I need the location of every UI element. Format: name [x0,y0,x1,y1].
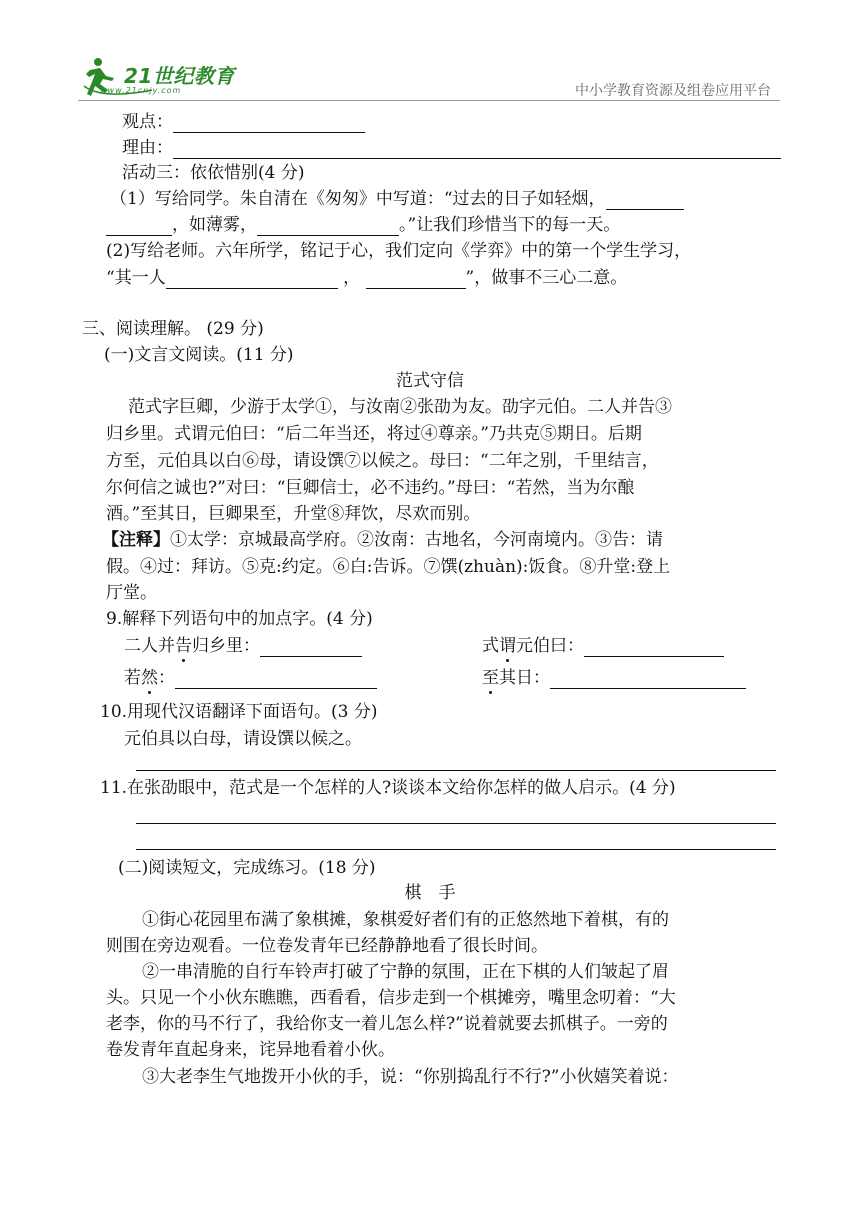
passage-line: 酒。”至其日，巨卿果至，升堂⑧拜饮，尽欢而别。 [106,504,481,524]
q10-answer-line[interactable] [136,770,776,771]
q1-blank-2[interactable] [257,217,399,236]
passage-line: 尔何信之诚也?”对曰：“巨卿信士，必不违约。”母曰：“若然，当为尔酿 [106,478,635,498]
q9-item-3: 若然： [124,667,377,689]
activity3-heading: 活动三：依依惜别(4 分) [122,163,305,183]
passage-line: 范式字巨卿，少游于太学①，与汝南②张劭为友。劭字元伯。二人并告③ [128,397,672,417]
q9-blank-4[interactable] [550,670,746,689]
q11-heading: 11.在张劭眼中，范式是一个怎样的人?谈谈本文给你怎样的做人启示。(4 分) [100,778,676,798]
notes-line: 假。④过：拜访。⑤克:约定。⑥白:告诉。⑦馔(zhuàn):饭食。⑧升堂:登上 [106,557,671,577]
q9-blank-1[interactable] [260,638,362,657]
q11-answer-line[interactable] [136,849,776,850]
story-title: 棋 手 [404,883,456,903]
q10-heading: 10.用现代汉语翻译下面语句。(3 分) [100,702,378,722]
q9-item-4: 至其日： [482,667,746,689]
part2-title: (二)阅读短文，完成练习。(18 分) [118,858,376,878]
story-line: 则围在旁边观看。一位卷发青年已经静静地看了很长时间。 [106,936,548,956]
logo-url: www.21cnjy.com [100,86,182,95]
q11-answer-line[interactable] [136,823,776,824]
q9-item-2: 式谓元伯曰： [482,635,724,657]
q10-sentence: 元伯具以白母，请设馔以候之。 [124,729,362,749]
passage-line: 归乡里。式谓元伯曰：“后二年当还，将过④尊亲。”乃共克⑤期日。后期 [106,424,642,444]
story-line: ②一串清脆的自行车铃声打破了宁静的氛围，正在下棋的人们皱起了眉 [142,962,669,982]
q1-blank-1[interactable] [606,191,684,210]
viewpoint-line: 观点： [122,111,365,133]
passage-line: 方至，元伯具以白⑥母，请设馔⑦以候之。母曰：“二年之别，千里结言， [106,451,659,471]
q9-heading: 9.解释下列语句中的加点字。(4 分) [106,609,373,629]
q9-blank-3[interactable] [175,670,377,689]
story-line: 老李，你的马不行了，我给你支一着儿怎么样?”说着就要去抓棋子。一旁的 [106,1014,668,1034]
viewpoint-blank[interactable] [173,114,365,133]
story-line: ③大老李生气地拨开小伙的手，说：“你别捣乱行不行?”小伙嬉笑着说： [142,1067,679,1087]
part1-title: (一)文言文阅读。(11 分) [104,345,294,365]
logo-text: 21世纪教育 [124,64,235,88]
notes-label: 【注释】 [102,530,170,550]
platform-name: 中小学教育资源及组卷应用平台 [575,83,771,99]
q9-item-1: 二人并告归乡里： [124,635,362,657]
notes-line: 【注释】①太学：京城最高学府。②汝南：古地名，今河南境内。③告：请 [102,530,663,550]
q1-line1: （1）写给同学。朱自清在《匆匆》中写道：“过去的日子如轻烟， [110,188,684,210]
section3-title: 三、阅读理解。 (29 分) [82,319,264,339]
q1-blank-1-cont[interactable] [106,217,172,236]
q9-blank-2[interactable] [584,638,724,657]
q2-blank-1[interactable] [166,270,338,289]
q2-line2: “其一人 ， ”，做事不三心二意。 [106,268,628,288]
page-header [0,0,860,110]
passage-title: 范式守信 [396,371,464,391]
header-divider [78,100,780,101]
q2-line1: (2)写给老师。六年所学，铭记于心，我们定向《学弈》中的第一个学生学习， [106,241,692,261]
notes-line: 厅堂。 [106,583,157,603]
story-line: 头。只见一个小伙东瞧瞧，西看看，信步走到一个棋摊旁，嘴里念叨着：“大 [106,988,676,1008]
story-line: 卷发青年直起身来，诧异地看着小伙。 [106,1040,395,1060]
q2-blank-2[interactable] [366,270,466,289]
reason-blank[interactable] [173,140,781,159]
q1-line2: ，如薄雾， 。”让我们珍惜当下的每一天。 [106,214,620,236]
reason-line: 理由： [122,137,781,159]
story-line: ①街心花园里布满了象棋摊，象棋爱好者们有的正悠然地下着棋，有的 [142,910,669,930]
